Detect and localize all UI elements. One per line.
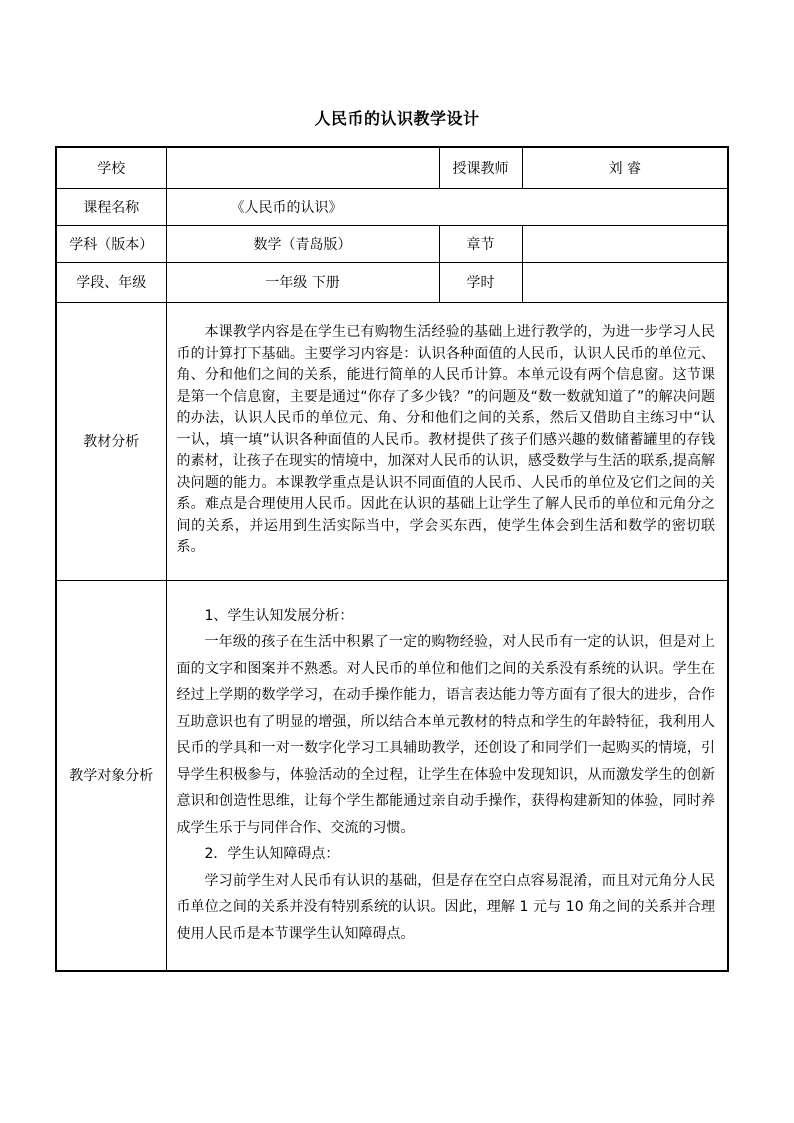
hours-label: 学时 bbox=[439, 262, 522, 302]
subject-row bbox=[56, 225, 728, 262]
course-value: 《人民币的认识》 bbox=[166, 188, 728, 225]
student-analysis-heading-1: 1、学生认知发展分析： bbox=[204, 607, 354, 624]
chapter-value bbox=[522, 225, 728, 262]
course-label: 课程名称 bbox=[56, 188, 166, 225]
school-row bbox=[56, 147, 728, 188]
grade-row bbox=[56, 262, 728, 302]
subject-value: 数学（青岛版） bbox=[166, 225, 439, 262]
student-analysis-paragraph-2: 学习前学生对人民币有认识的基础，但是存在空白点容易混淆，而且对元角分人民币单位之间的关系并没有特别系统的认识。因此，理解 1 元与 10 角之间的关系并合理使用人民币是本节课学生认知障碍点。 bbox=[176, 872, 715, 942]
textbook-analysis-row bbox=[56, 302, 728, 580]
grade-value: 一年级 下册 bbox=[166, 262, 439, 302]
school-value bbox=[166, 147, 439, 188]
student-analysis-heading-2: 2．学生认知障碍点： bbox=[204, 846, 340, 862]
hours-value bbox=[522, 262, 728, 302]
student-analysis-content bbox=[166, 580, 728, 971]
textbook-analysis-paragraph: 本课教学内容是在学生已有购物生活经验的基础上进行教学的，为进一步学习人民币的计算打下基础。主要学习内容是：认识各种面值的人民币，认识人民币的单位元、角、分和他们之间的关系，能进行简单的人民币计算。本单元设有两个信息窗。这节课是第一个信息窗，主要是通过“你存了多少钱？”的问题及“数一数就知道了”的解决问题的办法，认识人民币的单位元、角、分和他们之间的关系，然后又借助自主练习中“认一认，填一填”认识各种面值的人民币。教材提供了孩子们感兴趣的数储蓄罐里的存钱的素材，让孩子在现实的情境中，加深对人民币的认识，感受数学与生活的联系,提高解决问题的能力。本课教学重点是认识不同面值的人民币、人民币的单位及它们之间的关系。难点是合理使用人民币。因此在认识的基础上让学生了解人民币的单位和元角分之间的关系，并运用到生活实际当中，学会买东西，使学生体会到生活和数学的密切联系。 bbox=[176, 324, 715, 556]
document-title: 人民币的认识教学设计 bbox=[314, 109, 480, 128]
textbook-analysis-label: 教材分析 bbox=[56, 302, 166, 580]
teacher-label: 授课教师 bbox=[439, 147, 522, 188]
student-analysis-label: 教学对象分析 bbox=[56, 580, 166, 971]
chapter-label: 章节 bbox=[439, 225, 522, 262]
school-label: 学校 bbox=[56, 147, 166, 188]
student-analysis-paragraph-1: 一年级的孩子在生活中积累了一定的购物经验，对人民币有一定的认识，但是对上面的文字和图案并不熟悉。对人民币的单位和他们之间的关系没有系统的认识。学生在经过上学期的数学学习，在动手操作能力，语言表达能力等方面有了很大的进步，合作互助意识也有了明显的增强，所以结合本单元教材的特点和学生的年龄特征，我利用人民币的学具和一对一数字化学习工具辅助教学，还创设了和同学们一起购买的情境，引导学生积极参与，体验活动的全过程，让学生在体验中发现知识，从而激发学生的创新意识和创造性思维，让每个学生都能通过亲自动手操作，获得构建新知的体验，同时养成学生乐于与同伴合作、交流的习惯。 bbox=[176, 634, 715, 836]
grade-label: 学段、年级 bbox=[56, 262, 166, 302]
course-row bbox=[56, 188, 728, 225]
lesson-plan-table bbox=[55, 146, 729, 972]
textbook-analysis-content bbox=[166, 302, 728, 580]
subject-label: 学科（版本） bbox=[56, 225, 166, 262]
student-analysis-row bbox=[56, 580, 728, 971]
teacher-value: 刘 睿 bbox=[522, 147, 728, 188]
